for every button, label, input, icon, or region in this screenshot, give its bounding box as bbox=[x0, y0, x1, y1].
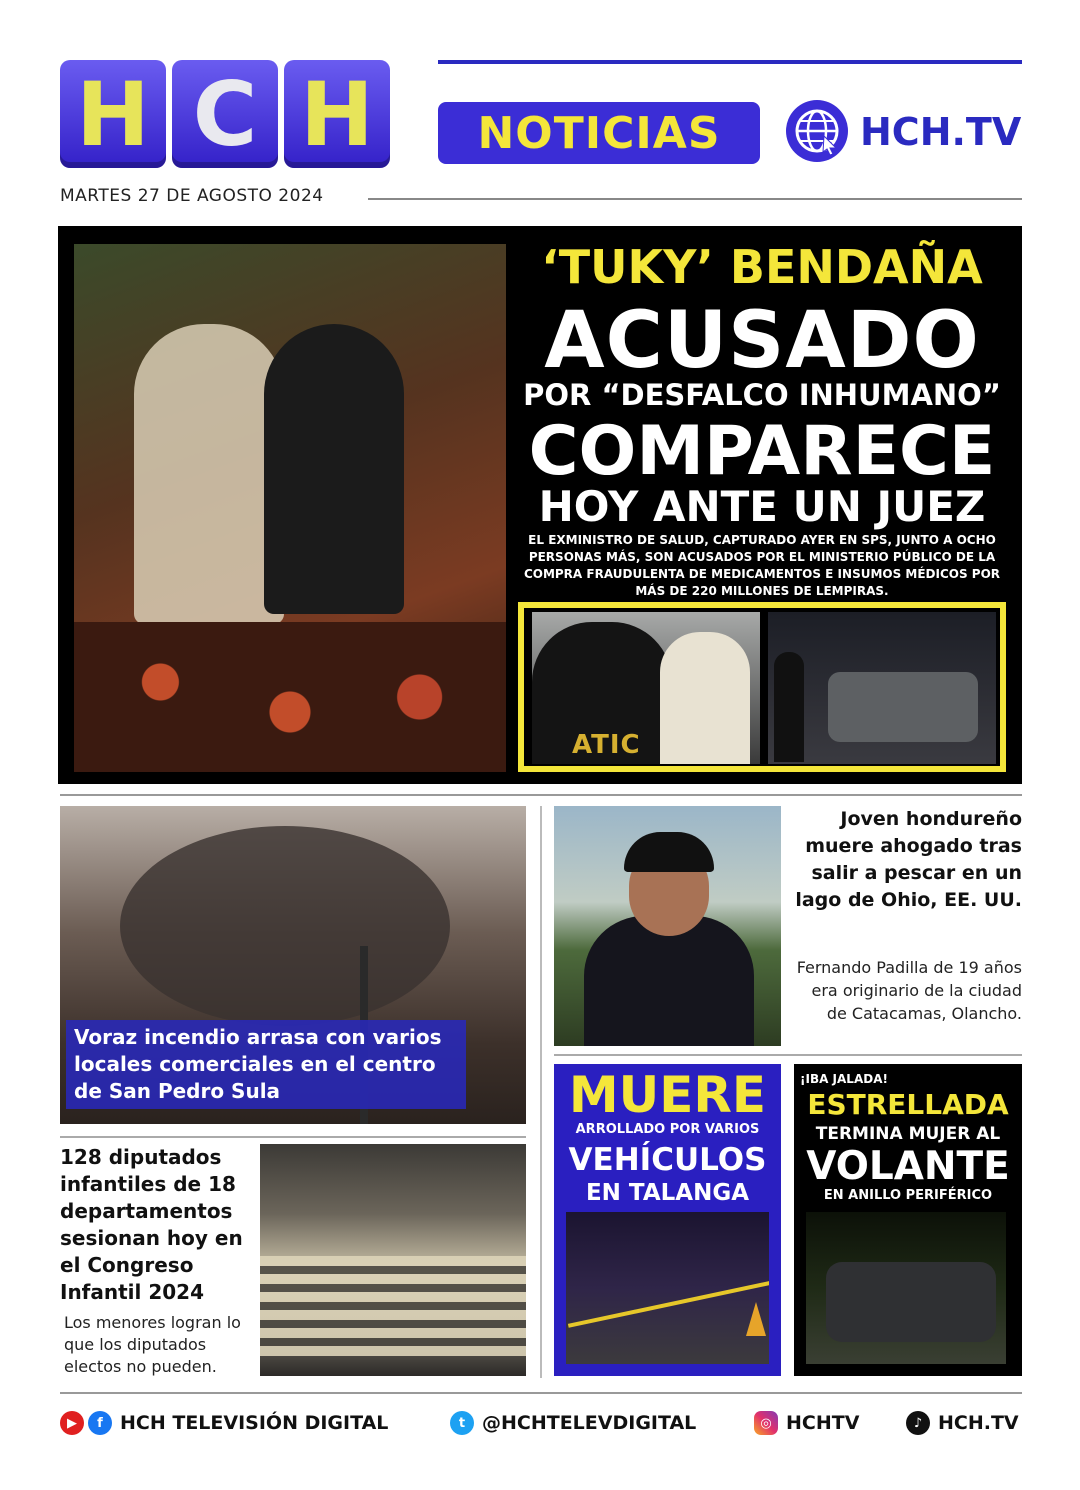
main-headline-por: POR “DESFALCO INHUMANO” bbox=[523, 378, 1001, 412]
column-divider bbox=[540, 806, 542, 1378]
main-headline-acusado: ACUSADO bbox=[544, 296, 980, 386]
twitter-icon: t bbox=[450, 1411, 474, 1435]
muere-line2: ARROLLADO POR VARIOS bbox=[575, 1122, 760, 1137]
noticias-badge: NOTICIAS bbox=[438, 102, 760, 164]
estrellada-headline: ESTRELLADA bbox=[807, 1088, 1009, 1121]
section-divider bbox=[60, 794, 1022, 796]
right-divider bbox=[554, 1054, 1022, 1056]
instagram-icon: ◎ bbox=[754, 1411, 778, 1435]
estrellada-line3: VOLANTE bbox=[806, 1144, 1010, 1189]
muere-line4: EN TALANGA bbox=[585, 1180, 750, 1206]
facebook-icon: f bbox=[88, 1411, 112, 1435]
footer-label-twitter: @HCHTELEVDIGITAL bbox=[482, 1412, 697, 1434]
date-rule bbox=[368, 198, 1022, 200]
logo-letter-h: H bbox=[60, 60, 166, 168]
hch-logo[interactable] bbox=[60, 60, 390, 168]
tiktok-icon: ♪ bbox=[906, 1411, 930, 1435]
globe-icon bbox=[786, 100, 848, 162]
fire-story-caption[interactable]: Voraz incendio arrasa con varios locales comerciales en el centro de San Pedro Sula bbox=[66, 1020, 466, 1109]
logo-letter-h2: H bbox=[284, 60, 390, 168]
site-url[interactable]: HCH.TV bbox=[860, 110, 1022, 154]
footer-social-twitter[interactable] bbox=[450, 1408, 696, 1438]
atic-label: ATIC bbox=[572, 730, 641, 760]
estrellada-line2: TERMINA MUJER AL bbox=[815, 1124, 1001, 1144]
footer-social-tiktok[interactable] bbox=[906, 1408, 1019, 1438]
muere-line3: VEHÍCULOS bbox=[568, 1142, 767, 1178]
footer-divider bbox=[60, 1392, 1022, 1394]
footer-social-youtube-facebook[interactable] bbox=[60, 1408, 388, 1438]
logo-letter-c: C bbox=[172, 60, 278, 168]
header-rule bbox=[438, 60, 1022, 64]
main-story-photo bbox=[74, 244, 506, 772]
diputados-story-subtitle: Los menores logran lo que los diputados electos no pueden. bbox=[64, 1313, 241, 1376]
estrellada-story-photo bbox=[806, 1212, 1006, 1364]
issue-date: MARTES 27 DE AGOSTO 2024 bbox=[60, 186, 324, 206]
muere-story-photo bbox=[566, 1212, 769, 1364]
main-kicker: ‘TUKY’ BENDAÑA bbox=[541, 240, 983, 294]
inset-photo-arrest bbox=[532, 612, 760, 764]
estrellada-kicker: ¡IBA JALADA! bbox=[800, 1072, 888, 1086]
footer-label-tv: HCH TELEVISIÓN DIGITAL bbox=[120, 1412, 389, 1434]
footer-label-instagram: HCHTV bbox=[786, 1412, 860, 1434]
footer-label-tiktok: HCH.TV bbox=[938, 1412, 1019, 1434]
drown-story-photo[interactable] bbox=[554, 806, 781, 1046]
estrellada-line4: EN ANILLO PERIFÉRICO bbox=[823, 1188, 993, 1203]
main-summary: EL EXMINISTRO DE SALUD, CAPTURADO AYER EN SPS, JUNTO A OCHO PERSONAS MÁS, SON ACUSADOS POR EL MINISTERIO PÚBLICO DE LA COMPRA FRAUDULENTA DE MEDICAMENTOS E INSUMOS MÉDICOS POR MÁS DE 220 MILLONES DE LEMPIRAS. bbox=[523, 533, 1001, 598]
left-divider bbox=[60, 1136, 526, 1138]
drown-story-title[interactable]: Joven hondureño muere ahogado tras salir a pescar en un lago de Ohio, EE. UU. bbox=[795, 808, 1022, 911]
main-headline-hoy: HOY ANTE UN JUEZ bbox=[538, 482, 986, 531]
diputados-story-photo[interactable] bbox=[260, 1144, 526, 1376]
drown-story-subtitle: Fernando Padilla de 19 años era originario de la ciudad de Catacamas, Olancho. bbox=[796, 958, 1022, 1023]
muere-headline: MUERE bbox=[568, 1066, 767, 1124]
main-headline-comparece: COMPARECE bbox=[528, 412, 996, 491]
diputados-story-title[interactable]: 128 diputados infantiles de 18 departamentos sesionan hoy en el Congreso Infantil 2024 bbox=[60, 1145, 243, 1304]
footer-social-instagram[interactable] bbox=[754, 1408, 859, 1438]
inset-photo-truck bbox=[768, 612, 996, 764]
youtube-icon: ▶ bbox=[60, 1411, 84, 1435]
